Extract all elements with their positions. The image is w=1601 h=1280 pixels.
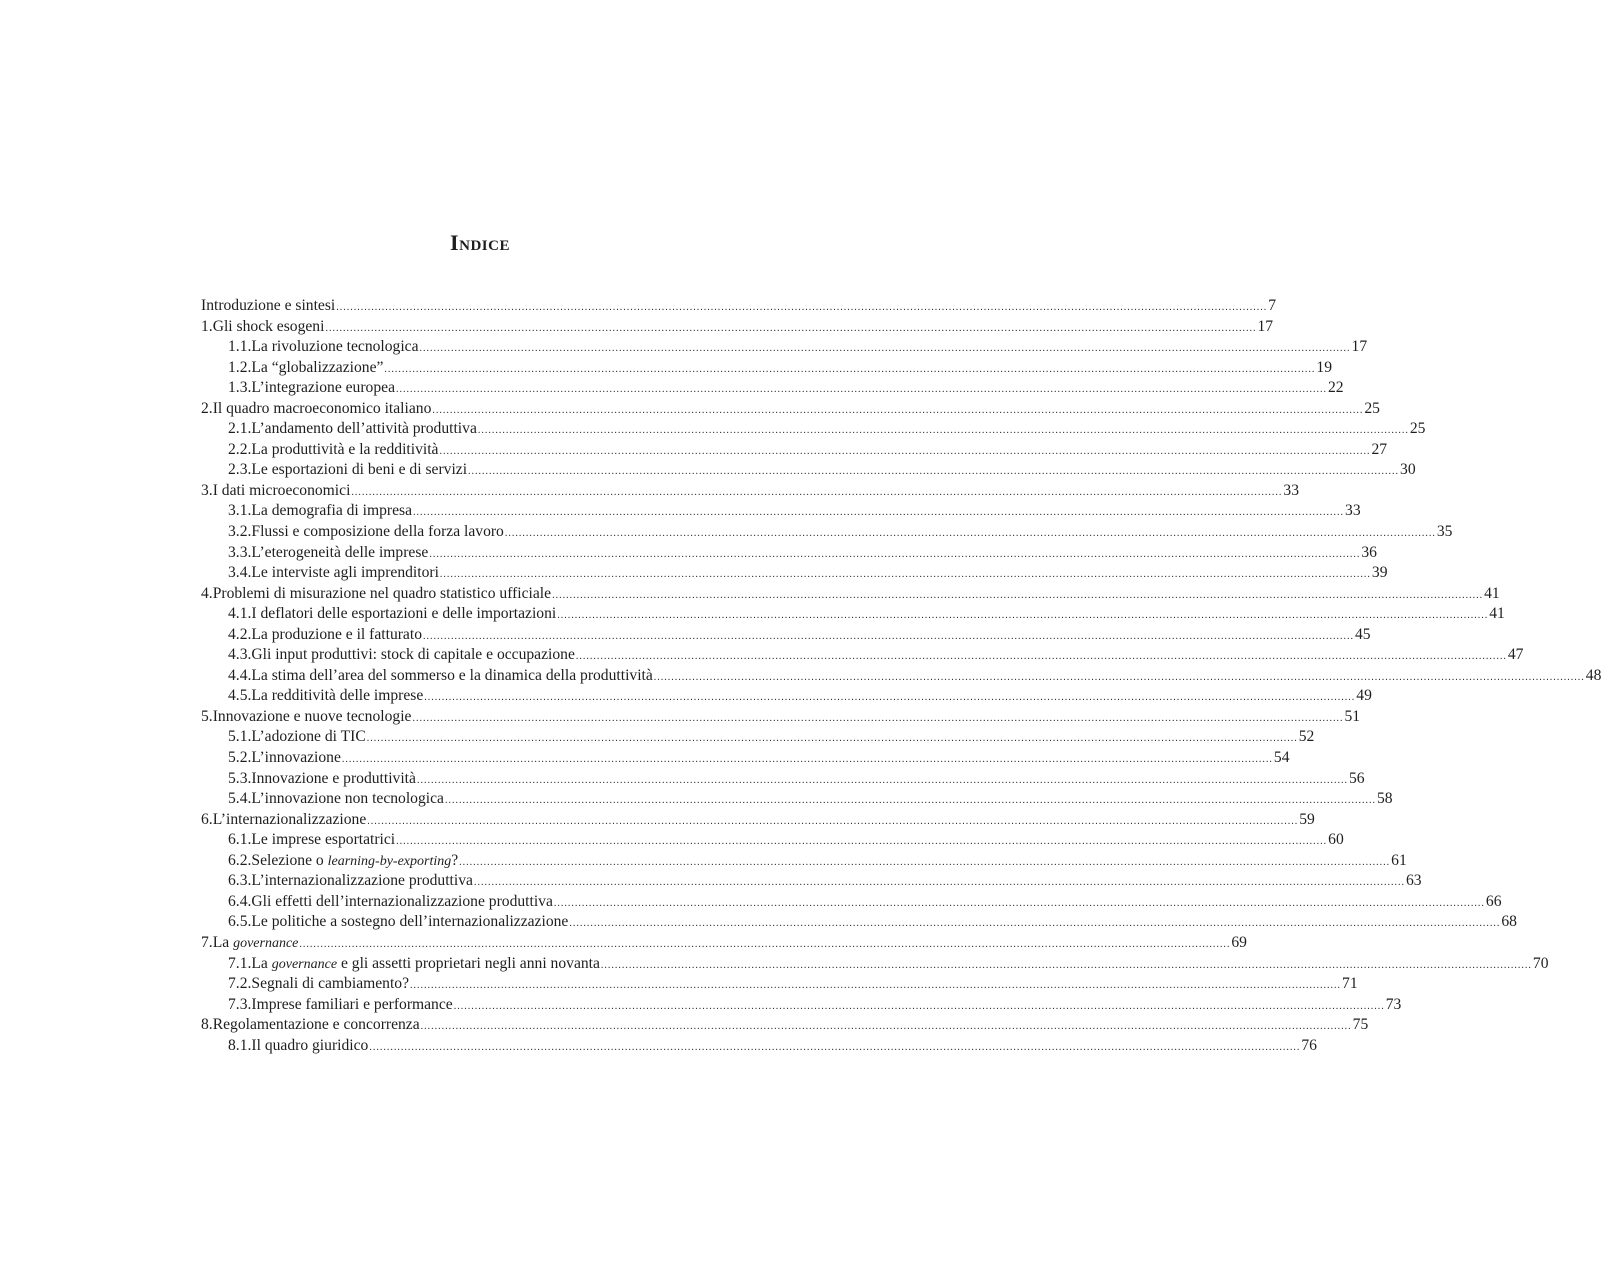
toc-entry	[201, 1036, 1317, 1057]
toc-entry-italic-term: learning-by-exporting	[327, 853, 452, 869]
toc-entry-label	[251, 460, 467, 481]
toc-entry-label	[251, 563, 439, 584]
toc-entry-number: 4.2.	[228, 625, 252, 643]
toc-entry	[201, 666, 1601, 687]
dot-leader	[351, 483, 1282, 504]
toc-entry-number: 6.2.	[228, 851, 252, 869]
toc-entry-page: 39	[1371, 564, 1388, 582]
toc-entry-label	[251, 830, 395, 851]
toc-entry-number: 6.5.	[228, 913, 252, 931]
dot-leader	[367, 812, 1298, 833]
dot-leader	[417, 771, 1348, 792]
toc-entry-label-text: Gli effetti dell’internazionalizzazione produttiva	[251, 892, 553, 910]
toc-entry-label	[251, 645, 574, 666]
dot-leader	[478, 421, 1409, 442]
toc-entry-number: 5.2.	[228, 749, 252, 767]
toc-entry-label	[251, 625, 422, 646]
toc-entry-label	[213, 399, 432, 420]
toc-entry	[201, 317, 1274, 338]
toc-entry	[201, 974, 1358, 995]
dot-leader	[396, 380, 1327, 401]
toc-entry	[201, 419, 1426, 440]
toc-entry-label-text: L’eterogeneità delle imprese	[251, 543, 429, 561]
toc-entry-label	[251, 604, 556, 625]
toc-entry-page: 75	[1352, 1016, 1369, 1034]
toc-entry-label-text: Regolamentazione e concorrenza	[212, 1016, 420, 1034]
toc-entry-label	[251, 337, 418, 358]
toc-entry-page: 48	[1585, 666, 1601, 684]
toc-entry-label-text: Il quadro macroeconomico italiano	[212, 399, 432, 417]
dot-leader	[423, 627, 1354, 648]
toc-entry-italic-term: governance	[233, 935, 299, 951]
toc-entry-label-text: La	[212, 933, 234, 951]
toc-entry-page: 47	[1507, 646, 1524, 664]
dot-leader	[384, 360, 1315, 381]
toc-entry	[201, 378, 1344, 399]
toc-entry-number: 1.	[201, 317, 213, 335]
dot-leader	[569, 914, 1500, 935]
toc-entry-label-text: I deflatori delle esportazioni e delle importazioni	[251, 605, 557, 623]
toc-entry-label-text: La produttività e la redditività	[251, 440, 439, 458]
toc-entry	[201, 727, 1315, 748]
toc-entry	[201, 748, 1290, 769]
toc-entry-page: 49	[1356, 687, 1372, 705]
toc-entry-label-text: Segnali di cambiamento?	[251, 975, 410, 993]
toc-entry-label-text: Innovazione e nuove tecnologie	[212, 707, 412, 725]
toc-entry-page: 27	[1371, 440, 1388, 458]
toc-entry	[201, 522, 1453, 543]
toc-entry-page: 59	[1299, 810, 1315, 828]
toc-entry-label-text: L’internazionalizzazione	[212, 810, 367, 828]
toc-entry-label	[251, 851, 458, 873]
dot-leader	[505, 524, 1436, 545]
toc-entry-page: 45	[1355, 625, 1371, 643]
toc-entry-number: 8.	[201, 1016, 213, 1034]
toc-entry-page: 73	[1385, 995, 1402, 1013]
toc-entry-page: 69	[1231, 933, 1247, 951]
dot-leader	[429, 545, 1360, 566]
toc-entry-label-text: L’innovazione non tecnologica	[251, 790, 444, 808]
dot-leader	[369, 1038, 1300, 1059]
toc-entry-label-text: L’innovazione	[251, 749, 341, 767]
toc-entry-number: 7.3.	[228, 995, 252, 1013]
toc-entry-number: 2.	[201, 399, 213, 417]
dot-leader	[576, 647, 1507, 668]
dot-leader	[432, 401, 1363, 422]
toc-entry	[201, 789, 1393, 810]
toc-entry-page: 35	[1436, 523, 1453, 541]
toc-entry-label-text: La “globalizzazione”	[251, 358, 384, 376]
toc-entry-number: 7.	[201, 933, 213, 951]
toc-entry-page: 61	[1391, 851, 1407, 869]
toc-entry-number: 2.1.	[228, 420, 252, 438]
toc-entry-label-text: Imprese familiari e performance	[251, 995, 453, 1013]
toc-entry-label-suffix: e gli assetti proprietari negli anni novanta	[337, 954, 600, 972]
toc-entry-number: 2.3.	[228, 461, 252, 479]
toc-entry	[201, 892, 1502, 913]
dot-leader	[440, 565, 1371, 586]
toc-entry-page: 19	[1316, 358, 1333, 376]
toc-entry-number: 5.	[201, 707, 213, 725]
toc-entry-number: 3.1.	[228, 502, 252, 520]
dot-leader	[325, 319, 1256, 340]
toc-entry-number: 7.1.	[228, 954, 252, 972]
toc-entry-number: 1.3.	[228, 379, 252, 397]
toc-entry	[201, 686, 1372, 707]
toc-entry-page: 30	[1400, 461, 1416, 479]
toc-entry-label	[251, 995, 452, 1016]
toc-entry-label-text: L’internazionalizzazione produttiva	[251, 872, 473, 890]
toc-entry-label-text: Flussi e composizione della forza lavoro	[251, 523, 504, 541]
toc-entry-page: 68	[1501, 913, 1517, 931]
toc-entry-label	[251, 440, 438, 461]
toc-entry-page: 51	[1344, 707, 1361, 725]
dot-leader	[424, 688, 1355, 709]
toc-entry-label	[251, 501, 412, 522]
toc-entry-label-text: L’integrazione europea	[251, 379, 395, 397]
toc-entry	[201, 604, 1505, 625]
dot-leader	[336, 298, 1267, 319]
toc-entry-label-text: Le interviste agli imprenditori	[251, 564, 439, 582]
toc-entry	[201, 1015, 1369, 1036]
toc-entry-label	[251, 871, 473, 892]
toc-entry-page: 36	[1361, 543, 1377, 561]
toc-entry-label	[251, 543, 428, 564]
dot-leader	[420, 339, 1351, 360]
toc-entry	[201, 810, 1315, 831]
toc-entry-label	[251, 419, 476, 440]
toc-entry-label-text: Le politiche a sostegno dell’internazionalizzazione	[251, 913, 569, 931]
toc-entry-page: 22	[1328, 379, 1344, 397]
toc-entry-page: 63	[1405, 872, 1422, 890]
toc-entry	[201, 543, 1377, 564]
toc-entry-label	[213, 933, 299, 955]
toc-entry-label-text: La stima dell’area del sommerso e la dinamica della produttività	[251, 666, 653, 684]
toc-entry-page: 25	[1409, 420, 1426, 438]
toc-entry-label-text: Le imprese esportatrici	[251, 831, 396, 849]
toc-entry-label-text: Selezione o	[251, 851, 328, 869]
toc-entry-label-text: I dati microeconomici	[212, 481, 351, 499]
toc-entry	[201, 769, 1365, 790]
dot-leader	[367, 729, 1298, 750]
toc-entry	[201, 296, 1277, 317]
dot-leader	[552, 586, 1483, 607]
toc-entry-label	[251, 789, 444, 810]
toc-entry-number: 4.1.	[228, 605, 252, 623]
page-title: Indice	[450, 230, 510, 255]
dot-leader	[474, 873, 1405, 894]
dot-leader	[445, 791, 1376, 812]
toc-entry-number: 5.1.	[228, 728, 252, 746]
dot-leader	[454, 997, 1385, 1018]
toc-entry-italic-term: governance	[271, 956, 338, 972]
toc-entry	[201, 707, 1361, 728]
toc-entry	[201, 912, 1517, 933]
toc-entry-label	[251, 378, 395, 399]
toc-entry-label-text: La	[251, 954, 272, 972]
dot-leader	[413, 503, 1344, 524]
toc-entry-page: 66	[1485, 892, 1502, 910]
toc-entry-number: 3.	[201, 481, 213, 499]
toc-entry-label	[251, 358, 383, 379]
toc-entry	[201, 501, 1361, 522]
toc-entry	[201, 563, 1388, 584]
toc-entry-label	[251, 666, 652, 687]
toc-entry-label	[251, 522, 503, 543]
toc-entry-label-text: La demografia di impresa	[251, 502, 413, 520]
toc-entry-number: 3.4.	[228, 564, 252, 582]
toc-entry-number: 1.1.	[228, 338, 252, 356]
toc-entry	[201, 358, 1333, 379]
toc-entry	[201, 460, 1416, 481]
toc-entry-page: 17	[1351, 338, 1368, 356]
toc-entry-label	[251, 748, 341, 769]
toc-entry-label	[213, 481, 351, 502]
dot-leader	[299, 935, 1230, 956]
toc-entry	[201, 399, 1380, 420]
toc-entry-number: 8.1.	[228, 1036, 252, 1054]
toc-entry	[201, 851, 1407, 872]
toc-entry-label	[251, 686, 423, 707]
toc-entry-page: 76	[1301, 1036, 1317, 1054]
toc-entry	[201, 933, 1247, 954]
toc-entry	[201, 830, 1344, 851]
toc-entry-label	[251, 727, 365, 748]
toc-entry	[201, 645, 1524, 666]
toc-entry-label	[213, 584, 551, 605]
toc-entry-label-text: La rivoluzione tecnologica	[251, 338, 419, 356]
toc-entry-label-text: Innovazione e produttività	[251, 769, 416, 787]
toc-entry-page: 58	[1376, 790, 1393, 808]
toc-entry-label-text: Il quadro giuridico	[251, 1036, 369, 1054]
toc-entry-page: 70	[1532, 954, 1549, 972]
toc-entry-page: 54	[1273, 749, 1290, 767]
toc-entry-page: 33	[1345, 502, 1361, 520]
toc-entry-label-text: Problemi di misurazione nel quadro statistico ufficiale	[212, 584, 552, 602]
toc-entry-page: 56	[1348, 769, 1365, 787]
toc-entry	[201, 337, 1368, 358]
toc-entry-page: 17	[1257, 317, 1274, 335]
toc-entry-page: 71	[1342, 975, 1358, 993]
toc-entry-number: 6.	[201, 810, 213, 828]
toc-entry-label	[251, 892, 553, 913]
toc-entry-number: 6.3.	[228, 872, 252, 890]
toc-entry-label-text: Gli input produttivi: stock di capitale e occupazione	[251, 646, 575, 664]
dot-leader	[439, 442, 1370, 463]
toc-entry	[201, 481, 1299, 502]
toc-entry-number: 4.4.	[228, 666, 252, 684]
toc-entry-label	[213, 1015, 420, 1036]
dot-leader	[601, 956, 1532, 977]
toc-entry-label	[213, 707, 412, 728]
dot-leader	[459, 853, 1390, 874]
dot-leader	[554, 894, 1485, 915]
toc-entry-number: 5.4.	[228, 790, 252, 808]
toc-entry-page: 41	[1489, 605, 1505, 623]
toc-entry-label	[213, 317, 325, 338]
toc-entry-label	[251, 769, 416, 790]
toc-entry	[201, 995, 1402, 1016]
toc-entry-number: 7.2.	[228, 975, 252, 993]
toc-entry-label-suffix: ?	[451, 851, 459, 869]
toc-entry-number: 3.2.	[228, 523, 252, 541]
toc-entry	[201, 954, 1549, 975]
toc-entry-label-text: L’adozione di TIC	[251, 728, 366, 746]
toc-entry-page: 7	[1268, 297, 1277, 314]
toc-entry-label	[251, 912, 568, 933]
toc-entry-number: 4.5.	[228, 687, 252, 705]
toc-entry-page: 52	[1298, 728, 1315, 746]
toc-entry-label	[251, 954, 600, 976]
toc-entry-number: 6.1.	[228, 831, 252, 849]
toc-entry-label-text: L’andamento dell’attività produttiva	[251, 420, 477, 438]
toc-entry-label	[201, 296, 335, 317]
toc-entry-label-text: Le esportazioni di beni e di servizi	[251, 461, 468, 479]
toc-entry	[201, 584, 1500, 605]
dot-leader	[654, 668, 1585, 689]
dot-leader	[468, 462, 1399, 483]
dot-leader	[557, 606, 1488, 627]
toc-entry	[201, 871, 1422, 892]
toc-entry-label	[251, 1036, 368, 1057]
dot-leader	[396, 832, 1327, 853]
toc-entry-number: 2.2.	[228, 440, 252, 458]
toc-entry-page: 25	[1364, 399, 1380, 417]
toc-entry-label	[213, 810, 367, 831]
toc-entry-label-text: Gli shock esogeni	[212, 317, 325, 335]
toc-entry-number: 4.3.	[228, 646, 252, 664]
toc-entry-number: 3.3.	[228, 543, 252, 561]
dot-leader	[342, 750, 1273, 771]
toc-entry-page: 60	[1328, 831, 1344, 849]
toc-entry	[201, 625, 1371, 646]
toc-entry	[201, 440, 1388, 461]
toc-entry-number: 1.2.	[228, 358, 252, 376]
toc-entry-page: 41	[1484, 584, 1500, 602]
toc-entry-label-text: La redditività delle imprese	[251, 687, 424, 705]
toc-entry-number: 5.3.	[228, 769, 252, 787]
toc-entry-label	[251, 974, 409, 995]
dot-leader	[421, 1017, 1352, 1038]
dot-leader	[412, 709, 1343, 730]
toc-entry-number: 4.	[201, 584, 213, 602]
dot-leader	[410, 976, 1341, 997]
toc-entry-page: 33	[1283, 481, 1299, 499]
toc-entry-label-text: Introduzione e sintesi	[201, 297, 336, 314]
table-of-contents	[201, 296, 1601, 1056]
toc-entry-number: 6.4.	[228, 892, 252, 910]
toc-entry-label-text: La produzione e il fatturato	[251, 625, 422, 643]
